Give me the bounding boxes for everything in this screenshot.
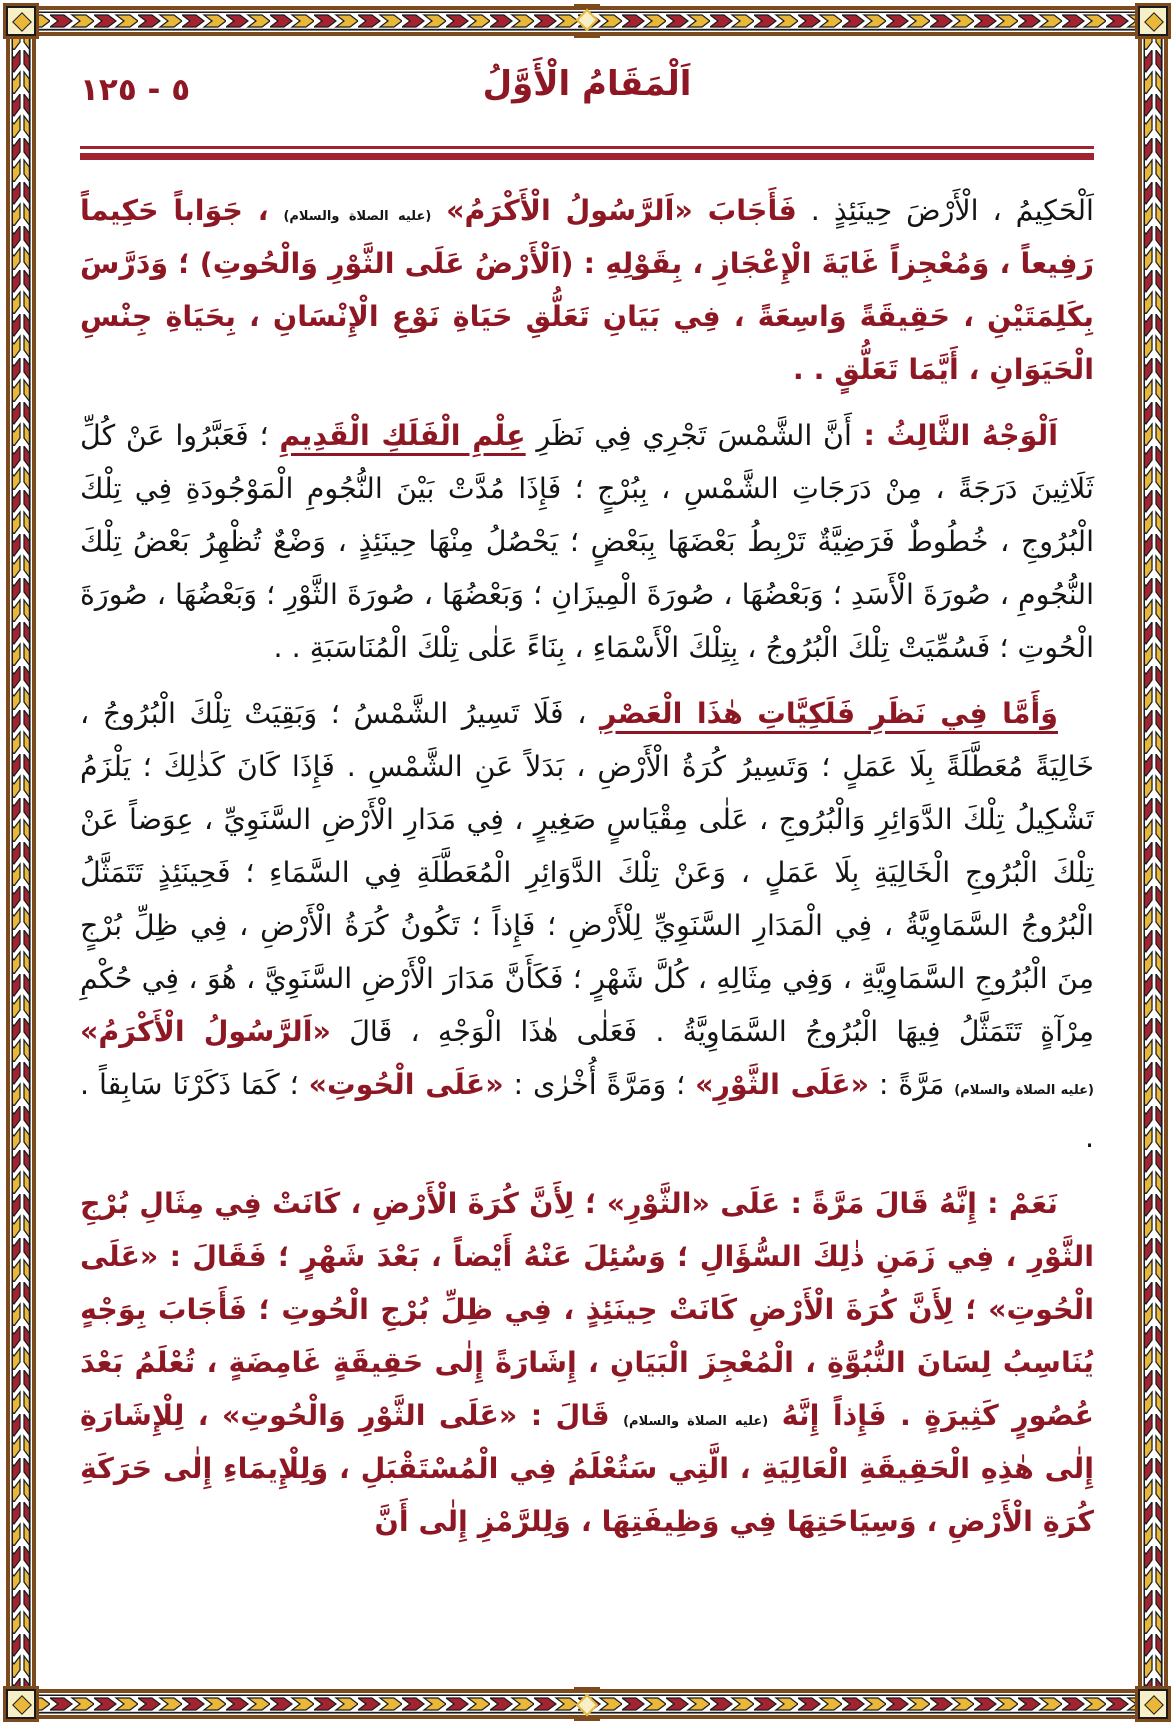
text-segment: مَرَّةً : [869, 1068, 955, 1101]
paragraph-affirmation [80, 1177, 1094, 1548]
text-segment: ؛ فَعَبَّرُوا عَنْ كُلِّ ثَلَاثِينَ دَرَجَةً ، مِنْ دَرَجَاتِ الشَّمْسِ ، بِبُرْجٍ ؛ فَإِذَا مُدَّتْ بَيْنَ النُّجُومِ الْمَوْجُودَةِ فِي تِلْكَ الْبُرُوجِ ، خُطُوطٌ فَرَضِيَّةٌ تَرْبِطُ بَعْضَهَا بِبَعْضٍ ؛ يَحْصُلُ مِنْهَا حِينَئِذٍ ، وَضْعٌ تُظْهِرُ بَعْضُ تِلْكَ النُّجُومِ ، صُورَةَ الْأَسَدِ ؛ وَبَعْضُهَا ، صُورَةَ الْمِيزَانِ ؛ وَبَعْضُهَا ، صُورَةَ الثَّوْرِ ؛ وَبَعْضُهَا ، صُورَةَ الْحُوتِ ؛ فَسُمِّيَتْ تِلْكَ الْبُرُوجُ ، بِتِلْكَ الْأَسْمَاءِ ، بِنَاءً عَلٰى تِلْكَ الْمُنَاسَبَةِ . . [80, 419, 1094, 664]
text-segment: ؛ وَمَرَّةً أُخْرٰى : [503, 1068, 696, 1101]
text-segment-emphasis: ، جَوَاباً حَكِيماً رَفِيعاً ، وَمُعْجِزاً غَايَةَ الْإِعْجَازِ ، بِقَوْلِهِ : (اَلْأَرْضُ عَلَى الثَّوْرِ وَالْحُوتِ) ؛ وَدَرَّسَ بِكَلِمَتَيْنِ ، حَقِيقَةً وَاسِعَةً ، فِي بَيَانِ تَعَلُّقِ حَيَاةِ نَوْعِ الْإِنْسَانِ ، بِحَيَاةِ جِنْسِ الْحَيَوَانِ ، أَيَّمَا تَعَلُّقٍ . . [80, 194, 1094, 386]
body-text [80, 184, 1094, 1548]
paragraph-continuation [80, 184, 1094, 396]
header-rule-thick-line [80, 153, 1094, 160]
page-number: ١٢٥ - ٥ [80, 72, 191, 108]
text-segment-emphasis: نَعَمْ : إِنَّهُ قَالَ مَرَّةً : عَلَى «الثَّوْرِ» ؛ لِأَنَّ كُرَةَ الْأَرْضِ ، كَانَتْ فِي مِثَالِ بُرْجِ الثَّوْرِ ، فِي زَمَنِ ذٰلِكَ السُّؤَالِ ؛ وَسُئِلَ عَنْهُ أَيْضاً ، بَعْدَ شَهْرٍ ؛ فَقَالَ : «عَلَى الْحُوتِ» ؛ لِأَنَّ كُرَةَ الْأَرْضِ كَانَتْ حِينَئِذٍ ، فِي ظِلِّ بُرْجِ الْحُوتِ ؛ فَأَجَابَ بِوَجْهٍ يُنَاسِبُ لِسَانَ النُّبُوَّةِ ، الْمُعْجِزَ الْبَيَانِ ، إِشَارَةً إِلٰى حَقِيقَةٍ غَامِضَةٍ ، تُعْلَمُ بَعْدَ عُصُورٍ كَثِيرَةٍ . فَإِذاً إِنَّهُ [80, 1187, 1094, 1432]
pbuh-seal: (عليه الصلاة والسلام) [623, 1414, 769, 1429]
header-rule [80, 146, 1094, 160]
text-segment: اَلْحَكِيمُ ، الْأَرْضَ حِينَئِذٍ . [796, 194, 1094, 227]
text-segment-emphasis: «اَلرَّسُولُ الْأَكْرَمُ» [80, 1015, 331, 1048]
text-segment: أَنَّ الشَّمْسَ تَجْرِي فِي نَظَرِ [525, 419, 852, 452]
text-segment-emphasis: قَالَ : «عَلَى الثَّوْرِ وَالْحُوتِ» ، لِلْإِشَارَةِ إِلٰى هٰذِهِ الْحَقِيقَةِ الْعَالِيَةِ ، الَّتِي سَتُعْلَمُ فِي الْمُسْتَقْبَلِ ، وَلِلْإِيمَاءِ إِلٰى حَرَكَةِ كُرَةِ الْأَرْضِ ، وَسِيَاحَتِهَا فِي وَظِيفَتِهَا ، وَلِلرَّمْزِ إِلٰى أَنَّ [80, 1399, 1094, 1538]
paragraph-third-aspect [80, 409, 1094, 674]
text-segment-emphasis: «عَلَى الْحُوتِ» [308, 1068, 504, 1101]
header-rule-thin-line [80, 146, 1094, 149]
page-title: اَلْمَقَامُ الْأَوَّلُ [482, 64, 692, 104]
pbuh-seal: (عليه الصلاة والسلام) [283, 209, 432, 224]
text-segment: ؛ كَمَا ذَكَرْنَا سَابِقاً . . [80, 1068, 1094, 1154]
text-segment-emphasis: فَأَجَابَ «اَلرَّسُولُ الْأَكْرَمُ» [431, 194, 797, 227]
pbuh-seal: (عليه الصلاة والسلام) [954, 1083, 1094, 1098]
text-segment-underlined: وَأَمَّا فِي نَظَرِ فَلَكِيَّاتِ هٰذَا الْعَصْرِ [600, 697, 1058, 730]
page-header [80, 64, 1094, 130]
text-segment: ، فَلَا تَسِيرُ الشَّمْسُ ؛ وَبَقِيَتْ تِلْكَ الْبُرُوجُ ، خَالِيَةً مُعَطَّلَةً بِلَا عَمَلٍ ؛ وَتَسِيرُ كُرَةُ الْأَرْضِ ، بَدَلاً عَنِ الشَّمْسِ . فَإِذَا كَانَ كَذٰلِكَ ؛ يَلْزَمُ تَشْكِيلُ تِلْكَ الدَّوَائِرِ وَالْبُرُوجِ ، عَلٰى مِقْيَاسٍ صَغِيرٍ ، فِي مَدَارِ الْأَرْضِ السَّنَوِيِّ ، عِوَضاً عَنْ تِلْكَ الْبُرُوجِ الْخَالِيَةِ بِلَا عَمَلٍ ، وَعَنْ تِلْكَ الدَّوَائِرِ الْمُعَطَّلَةِ فِي السَّمَاءِ ؛ فَحِينَئِذٍ تَتَمَثَّلُ الْبُرُوجُ السَّمَاوِيَّةُ ، فِي الْمَدَارِ السَّنَوِيِّ لِلْأَرْضِ ؛ فَإِذاً ؛ تَكُونُ كُرَةُ الْأَرْضِ ، فِي ظِلِّ بُرْجٍ مِنَ الْبُرُوجِ السَّمَاوِيَّةِ ، وَفِي مِثَالِهِ ، كُلَّ شَهْرٍ ؛ فَكَأَنَّ مَدَارَ الْأَرْضِ السَّنَوِيَّ ، هُوَ ، فِي حُكْمِ مِرْآةٍ تَتَمَثَّلُ فِيهَا الْبُرُوجُ السَّمَاوِيَّةُ . فَعَلٰى هٰذَا الْوَجْهِ ، قَالَ [80, 697, 1095, 1048]
section-lead-label: اَلْوَجْهُ الثَّالِثُ : [851, 419, 1058, 452]
text-segment-underlined: عِلْمِ الْفَلَكِ الْقَدِيمِ [279, 419, 526, 452]
text-segment-emphasis: «عَلَى الثَّوْرِ» [695, 1068, 869, 1101]
paragraph-modern-astronomy [80, 687, 1094, 1164]
